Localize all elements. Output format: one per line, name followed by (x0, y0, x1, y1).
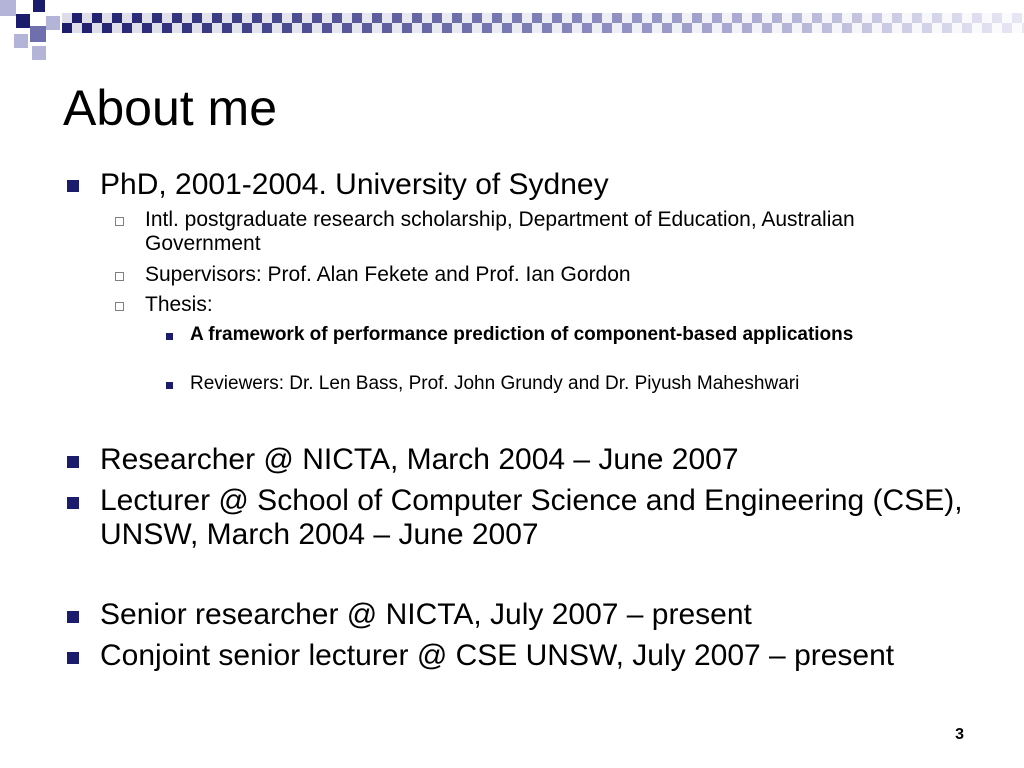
square-bullet (67, 180, 79, 192)
square-bullet (67, 497, 79, 509)
bullet-scholarship: Intl. postgraduate research scholarship, Department of Education, Australian Government (145, 208, 855, 255)
square-bullet (67, 652, 79, 664)
bullet-researcher: Researcher @ NICTA, March 2004 – June 2007 (100, 443, 739, 476)
square-bullet (67, 456, 79, 468)
bullet-lecturer: Lecturer @ School of Computer Science and Engineering (CSE), UNSW, March 2004 – June 2007 (100, 484, 963, 551)
hollow-bullet (115, 302, 124, 311)
small-square-bullet (166, 382, 173, 389)
bullet-thesis: Thesis: (145, 293, 213, 316)
bullet-reviewers: Reviewers: Dr. Len Bass, Prof. John Grundy and Dr. Piyush Maheshwari (190, 373, 800, 394)
small-square-bullet (166, 333, 173, 340)
slide-title: About me (63, 80, 278, 136)
page-number: 3 (955, 726, 964, 743)
bullet-phd: PhD, 2001-2004. University of Sydney (100, 168, 609, 201)
square-bullet (67, 611, 79, 623)
bullet-supervisors: Supervisors: Prof. Alan Fekete and Prof. Ian Gordon (145, 263, 631, 286)
bullet-senior-researcher: Senior researcher @ NICTA, July 2007 – present (100, 598, 752, 631)
bullet-conjoint: Conjoint senior lecturer @ CSE UNSW, July 2007 – present (100, 639, 895, 672)
hollow-bullet (115, 217, 124, 226)
hollow-bullet (115, 272, 124, 281)
thesis-title: A framework of performance prediction of component-based applications (190, 324, 854, 345)
